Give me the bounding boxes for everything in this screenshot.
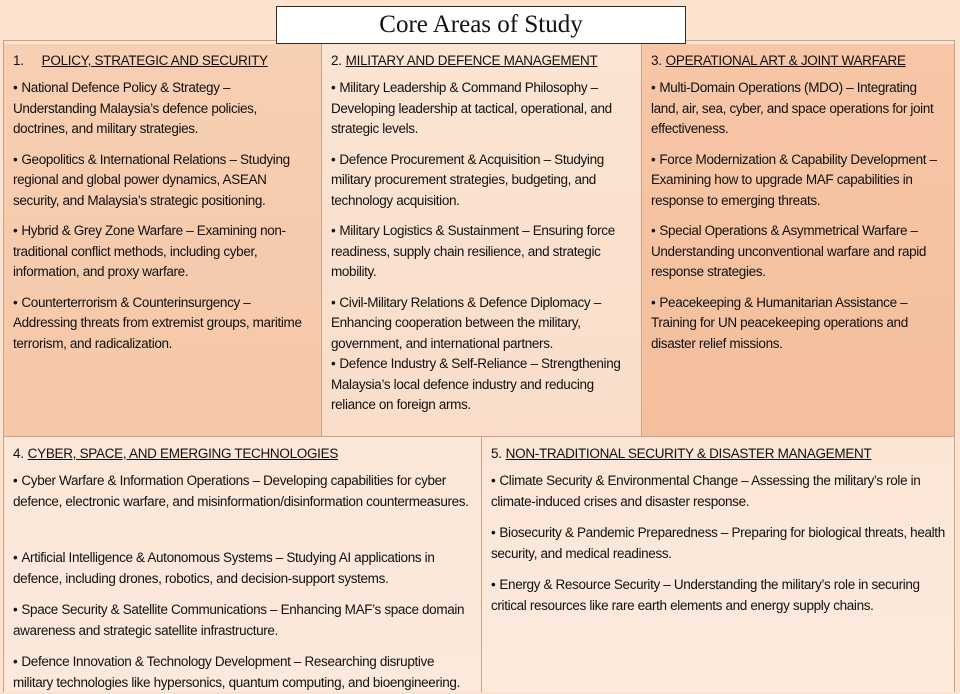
list-item-text: Civil-Military Relations & Defence Diplomacy – Enhancing cooperation between the military, government, and international partners.	[331, 294, 601, 351]
list-item	[651, 78, 946, 140]
bullet: •	[13, 294, 18, 310]
section-title: MILITARY AND DEFENCE MANAGEMENT	[345, 53, 598, 68]
section-title: CYBER, SPACE, AND EMERGING TECHNOLOGIES	[27, 446, 339, 461]
list-item-text: Space Security & Satellite Communications – Enhancing MAF’s space domain awareness and strategic satellite infrastructure.	[13, 602, 465, 638]
bullet: •	[331, 80, 336, 95]
list-item-text: Defence Procurement & Acquisition – Studying military procurement strategies, budgeting, and technology acquisition.	[331, 151, 604, 208]
list-item	[651, 150, 946, 212]
section-number: 1.	[13, 53, 24, 68]
bullet: •	[13, 151, 18, 167]
list-item	[13, 548, 473, 589]
list-item-text: National Defence Policy & Strategy – Understanding Malaysia’s defence policies, doctrines, and military strategies.	[13, 80, 257, 136]
list-item	[331, 221, 633, 283]
list-item	[491, 471, 946, 512]
list-item-text: Cyber Warfare & Information Operations – Developing capabilities for cyber defence, electronic warfare, and misinformation/disinformation countermeasures.	[13, 473, 469, 509]
bullet: •	[491, 577, 496, 592]
list-item	[13, 78, 313, 140]
section-heading	[651, 53, 946, 68]
bullet: •	[13, 550, 18, 565]
section-heading	[491, 446, 946, 461]
list-item-text: Geopolitics & International Relations – Studying regional and global power dynamics, ASEAN security, and Malaysia’s strategic positioning.	[13, 151, 290, 208]
section-number: 5.	[491, 446, 502, 461]
list-item	[13, 471, 473, 512]
list-item	[13, 652, 473, 692]
section-military-defence-management	[322, 44, 642, 436]
section-title: NON-TRADITIONAL SECURITY & DISASTER MANAGEMENT	[505, 446, 872, 461]
list-item-text: Artificial Intelligence & Autonomous Systems – Studying AI applications in defence, including drones, robotics, and decision-support systems.	[13, 550, 435, 586]
section-title: POLICY, STRATEGIC AND SECURITY	[41, 53, 268, 68]
list-item-text: Defence Innovation & Technology Development – Researching disruptive military technologies like hypersonics, quantum computing, and bioengineering.	[13, 654, 460, 690]
list-item-text: Multi-Domain Operations (MDO) – Integrating land, air, sea, cyber, and space operations for joint effectiveness.	[651, 80, 934, 136]
bullet: •	[13, 223, 18, 238]
list-item	[13, 221, 313, 283]
list-item	[331, 293, 633, 355]
bullet: •	[651, 151, 656, 167]
bullet: •	[651, 80, 656, 95]
bullet: •	[651, 223, 656, 238]
bullet: •	[13, 602, 18, 617]
bullet: •	[331, 294, 336, 310]
section-heading	[13, 446, 473, 461]
section-operational-art-joint-warfare	[642, 44, 954, 436]
bullet: •	[491, 473, 496, 488]
section-cyber-space-emerging-tech	[4, 436, 482, 692]
section-number: 3.	[651, 53, 662, 68]
bullet: •	[13, 473, 18, 488]
section-non-traditional-security	[482, 436, 954, 692]
title-box	[276, 6, 686, 44]
section-policy-strategic-security	[4, 44, 322, 436]
list-item-text: Biosecurity & Pandemic Preparedness – Preparing for biological threats, health security, and medical readiness.	[491, 525, 945, 561]
list-item	[491, 523, 946, 564]
list-item	[13, 293, 313, 355]
list-item	[491, 575, 946, 616]
list-item-text: Energy & Resource Security – Understanding the military’s role in securing critical resources like rare earth elements and energy supply chains.	[491, 577, 920, 613]
list-item-text: Force Modernization & Capability Development – Examining how to upgrade MAF capabilities in response to emerging threats.	[651, 151, 937, 208]
list-item	[13, 150, 313, 212]
section-title: OPERATIONAL ART & JOINT WARFARE	[665, 53, 906, 68]
list-item	[651, 293, 946, 355]
bullet: •	[331, 356, 336, 371]
bullet: •	[331, 151, 336, 167]
list-item	[331, 354, 633, 416]
section-heading	[331, 53, 633, 68]
bullet: •	[13, 80, 18, 95]
list-item-text: Military Leadership & Command Philosophy – Developing leadership at tactical, operational, and strategic levels.	[331, 80, 612, 136]
list-item-text: Counterterrorism & Counterinsurgency – Addressing threats from extremist groups, maritime terrorism, and radicalization.	[13, 294, 302, 351]
list-item	[651, 221, 946, 283]
bullet: •	[651, 294, 656, 310]
list-item	[13, 600, 473, 641]
section-heading	[13, 53, 313, 68]
bullet: •	[13, 654, 18, 669]
list-item-text: Peacekeeping & Humanitarian Assistance – Training for UN peacekeeping operations and disaster relief missions.	[651, 294, 908, 351]
list-item-text: Military Logistics & Sustainment – Ensuring force readiness, supply chain resilience, and strategic mobility.	[331, 223, 615, 279]
list-item	[331, 150, 633, 212]
list-item-text: Climate Security & Environmental Change – Assessing the military’s role in climate-induced crises and disaster response.	[491, 473, 921, 509]
list-item-text: Defence Industry & Self-Reliance – Strengthening Malaysia’s local defence industry and reducing reliance on foreign arms.	[331, 356, 621, 412]
list-item-text: Special Operations & Asymmetrical Warfare – Understanding unconventional warfare and rapid response strategies.	[651, 223, 927, 279]
section-number: 4.	[13, 446, 24, 461]
page-title: Core Areas of Study	[379, 11, 583, 38]
section-number: 2.	[331, 53, 342, 68]
bullet: •	[491, 525, 496, 540]
bullet: •	[331, 223, 336, 238]
list-item	[331, 78, 633, 140]
list-item-text: Hybrid & Grey Zone Warfare – Examining non-traditional conflict methods, including cyber, information, and proxy warfare.	[13, 223, 286, 279]
